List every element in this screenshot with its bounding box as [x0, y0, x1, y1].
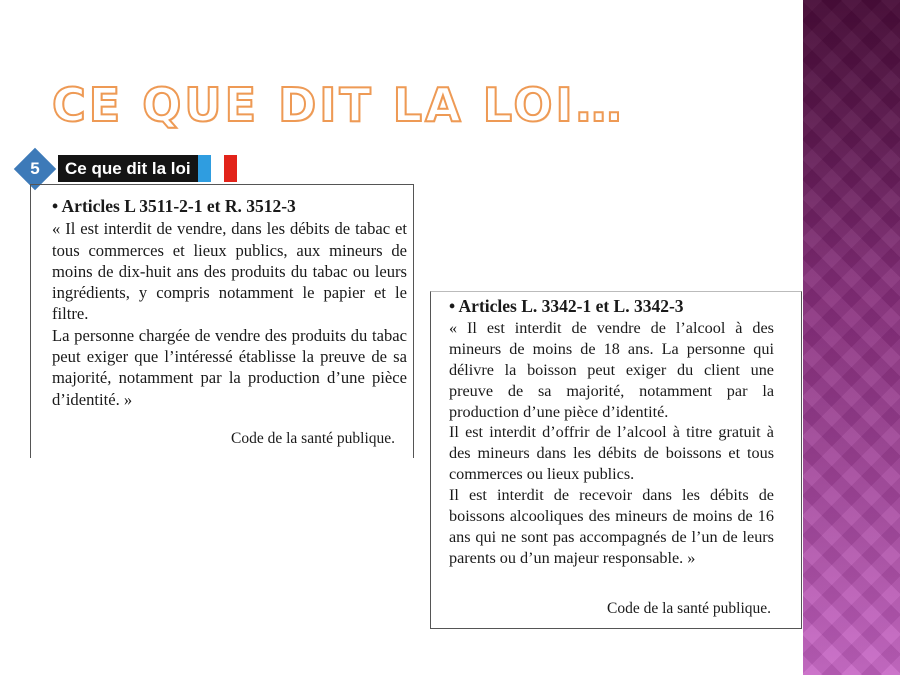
- article-tobacco-title: • Articles L 3511-2-1 et R. 3512-3: [52, 196, 296, 216]
- section-heading-bar: [58, 155, 237, 182]
- slide-title: CE QUE DIT LA LOI…: [52, 78, 625, 132]
- article-alcohol-source: Code de la santé publique.: [607, 600, 771, 617]
- article-tobacco: [52, 196, 407, 410]
- article-alcohol: [449, 296, 774, 569]
- decorative-side-band: [803, 0, 900, 675]
- article-tobacco-paragraph: « Il est interdit de vendre, dans les débits de tabac et tous commerces et lieux publics, aux mineurs de moins de dix-huit ans des produits du tabac ou leurs ingrédients, y compris notamment le papier et le filtre.: [52, 219, 407, 324]
- article-alcohol-paragraph: « Il est interdit de vendre de l’alcool à des mineurs de moins de 18 ans. La personne qui délivre la boisson peut exiger du client une preuve de sa majorité, notamment par la production d’une pièce d’identité.: [449, 318, 774, 421]
- article-alcohol-paragraph: Il est interdit de recevoir dans les débits de boissons alcooliques des mineurs de moins de 16 ans qui ne sont pas accompagnés de l’un de leurs parents ou d’un majeur responsable. »: [449, 486, 774, 567]
- article-alcohol-title: • Articles L. 3342-1 et L. 3342-3: [449, 296, 684, 316]
- section-heading: Ce que dit la loi: [58, 155, 198, 182]
- french-flag-icon: [198, 155, 237, 182]
- article-tobacco-paragraph: La personne chargée de vendre des produits du tabac peut exiger que l’intéressé établisse la preuve de sa majorité, notamment par la production d’une pièce d’identité. »: [52, 325, 407, 409]
- article-tobacco-source: Code de la santé publique.: [231, 430, 395, 447]
- article-alcohol-paragraph: Il est interdit d’offrir de l’alcool à titre gratuit à des mineurs dans les débits de boissons et tous commerces ou lieux publics.: [449, 423, 774, 484]
- section-number: 5: [30, 159, 40, 178]
